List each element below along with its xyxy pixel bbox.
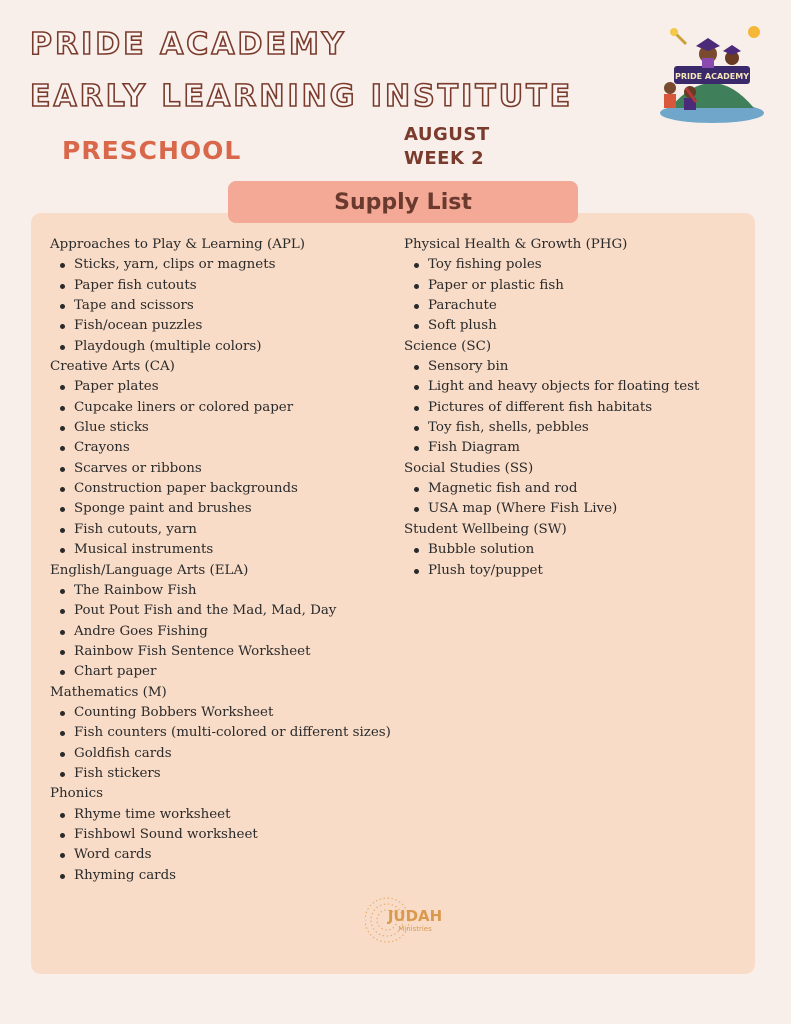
supply-item: Paper fish cutouts: [50, 276, 395, 296]
school-name-title: PRIDE ACADEMY: [30, 27, 347, 62]
supply-item: Playdough (multiple colors): [50, 337, 395, 357]
supply-item: Scarves or ribbons: [50, 459, 395, 479]
right-column: [404, 235, 744, 581]
supply-items-list: [50, 255, 395, 357]
category-title: Science (SC): [404, 338, 492, 354]
supply-item: Construction paper backgrounds: [50, 479, 395, 499]
supply-item: Paper or plastic fish: [404, 276, 744, 296]
supply-item: Counting Bobbers Worksheet: [50, 703, 395, 723]
category-title: Student Wellbeing (SW): [404, 521, 567, 537]
supply-item: Rhyme time worksheet: [50, 805, 395, 825]
category-title: Approaches to Play & Learning (APL): [50, 237, 305, 252]
supply-item: Fish stickers: [50, 764, 395, 784]
supply-item: Musical instruments: [50, 540, 395, 560]
supply-item: Magnetic fish and rod: [404, 479, 744, 499]
supply-item: Crayons: [50, 438, 395, 458]
supply-item: Light and heavy objects for floating test: [404, 377, 744, 397]
judah-text: JUDAH: [387, 907, 443, 925]
week-label: [404, 123, 490, 171]
supply-items-list: [50, 805, 395, 886]
supply-item: Fishbowl Sound worksheet: [50, 825, 395, 845]
supply-item: Fish counters (multi-colored or different sizes): [50, 723, 395, 743]
category-title: English/Language Arts (ELA): [50, 562, 249, 578]
supply-items-list: [404, 255, 744, 336]
supply-items-list: [50, 703, 395, 784]
ministries-text: Ministries: [398, 925, 432, 933]
supply-item: USA map (Where Fish Live): [404, 499, 744, 519]
supply-items-list: [404, 357, 744, 459]
supply-item: Sensory bin: [404, 357, 744, 377]
category-title: Social Studies (SS): [404, 460, 534, 476]
supply-item: Soft plush: [404, 316, 744, 336]
supply-item: Rainbow Fish Sentence Worksheet: [50, 642, 395, 662]
supply-items-list: [50, 581, 395, 683]
logo-text: PRIDE ACADEMY: [674, 72, 750, 81]
supply-item: Parachute: [404, 296, 744, 316]
supply-items-list: [404, 479, 744, 520]
supply-item: Chart paper: [50, 662, 395, 682]
supply-item: The Rainbow Fish: [50, 581, 395, 601]
supply-item: Toy fish, shells, pebbles: [404, 418, 744, 438]
supply-item: Cupcake liners or colored paper: [50, 398, 395, 418]
supply-item: Word cards: [50, 845, 395, 865]
supply-item: Andre Goes Fishing: [50, 622, 395, 642]
supply-item: Tape and scissors: [50, 296, 395, 316]
category-title: Creative Arts (CA): [50, 359, 175, 375]
supply-item: Sticks, yarn, clips or magnets: [50, 255, 395, 275]
supply-items-list: [50, 377, 395, 560]
supply-item: Fish Diagram: [404, 438, 744, 458]
category-title: Physical Health & Growth (PHG): [404, 237, 628, 252]
supply-item: Pictures of different fish habitats: [404, 398, 744, 418]
pride-academy-logo: [652, 18, 772, 126]
supply-item: Goldfish cards: [50, 744, 395, 764]
category-title: Mathematics (M): [50, 684, 167, 700]
supply-item: Rhyming cards: [50, 866, 395, 886]
week-text: WEEK 2: [404, 148, 485, 169]
supply-item: Toy fishing poles: [404, 255, 744, 275]
left-column: [50, 235, 395, 886]
institute-title: EARLY LEARNING INSTITUTE: [30, 79, 574, 114]
supply-item: Glue sticks: [50, 418, 395, 438]
supply-item: Fish cutouts, yarn: [50, 520, 395, 540]
supply-items-list: [404, 540, 744, 581]
program-label: PRESCHOOL: [62, 136, 242, 165]
supply-item: Bubble solution: [404, 540, 744, 560]
supply-item: Plush toy/puppet: [404, 561, 744, 581]
supply-list-banner: Supply List: [228, 181, 578, 223]
judah-ministries-logo: [365, 891, 445, 949]
category-title: Phonics: [50, 786, 103, 802]
supply-item: Fish/ocean puzzles: [50, 316, 395, 336]
supply-item: Sponge paint and brushes: [50, 499, 395, 519]
supply-item: Paper plates: [50, 377, 395, 397]
month-text: AUGUST: [404, 124, 490, 145]
supply-item: Pout Pout Fish and the Mad, Mad, Day: [50, 601, 395, 621]
